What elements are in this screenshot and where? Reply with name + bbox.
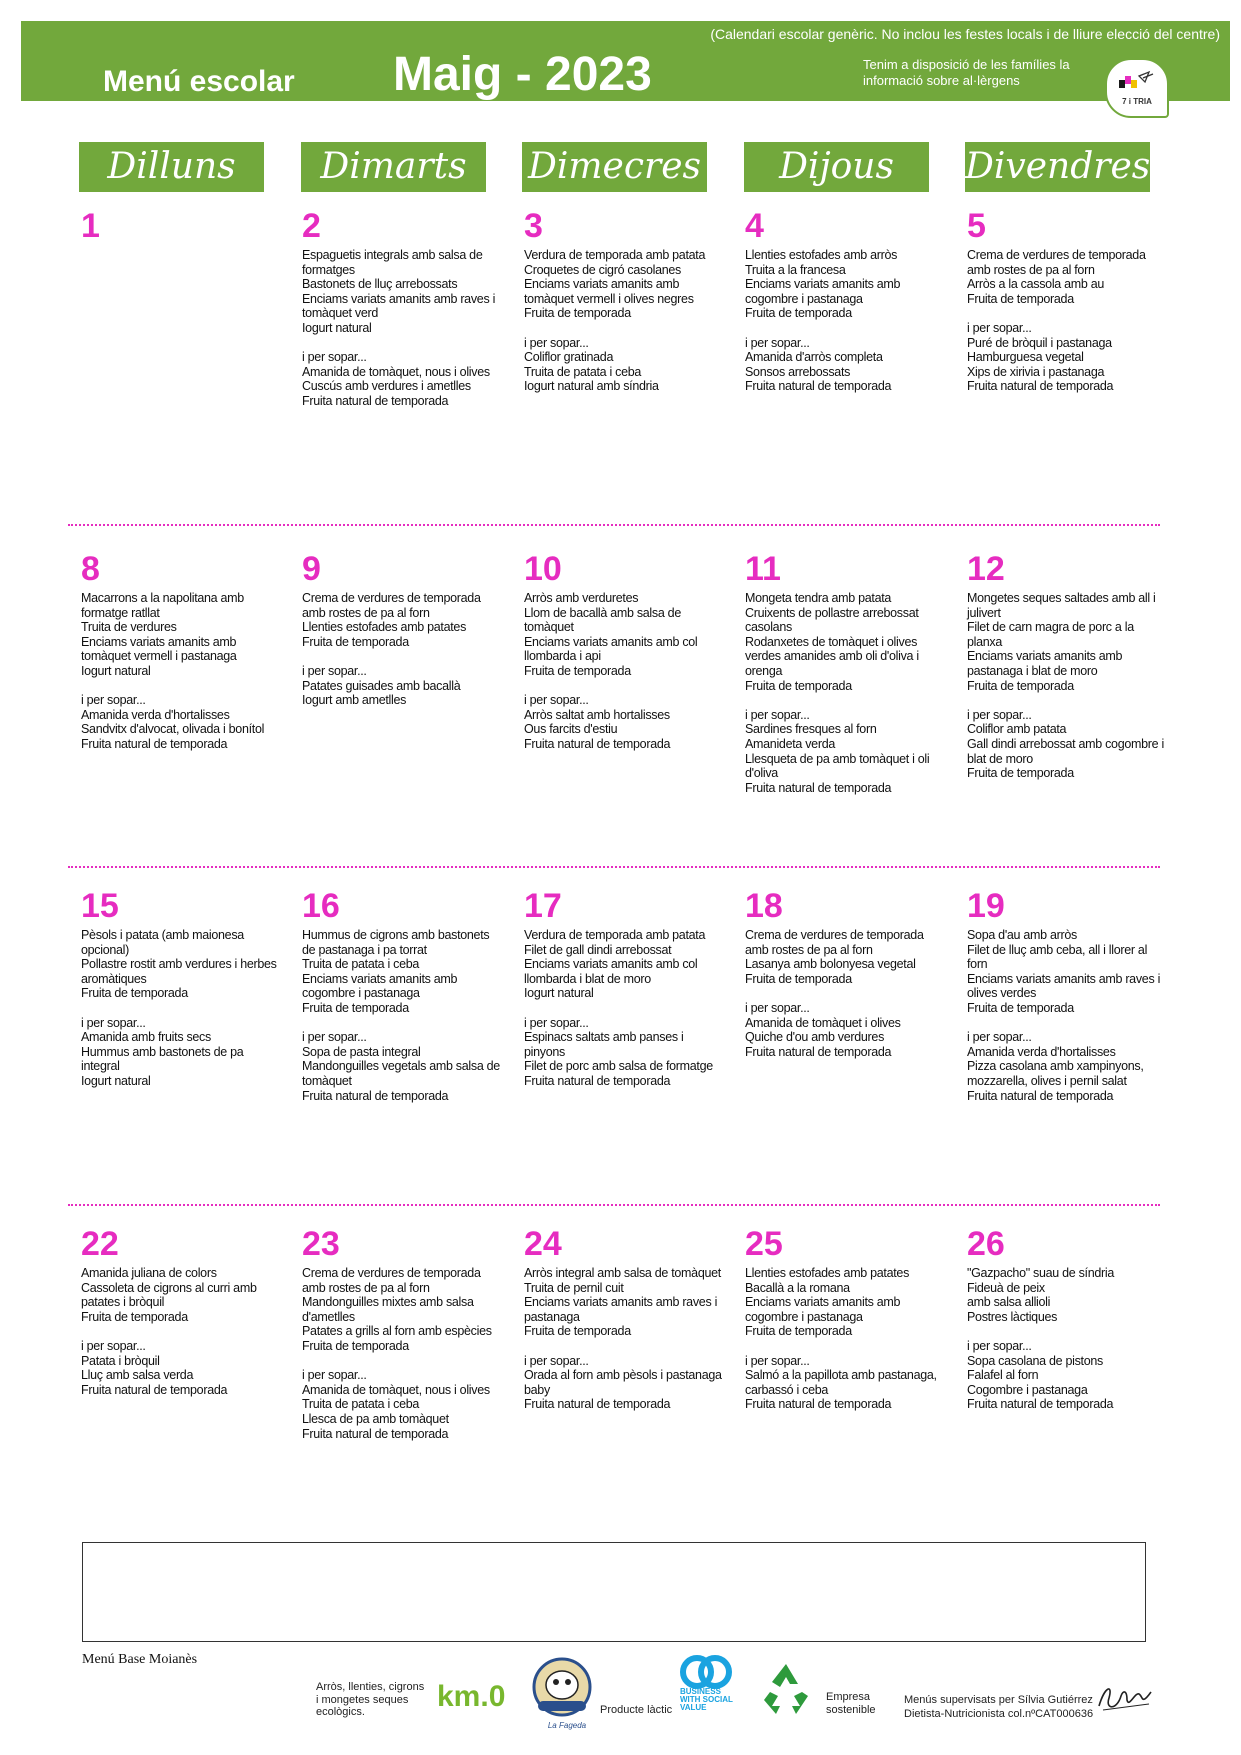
item-gap xyxy=(967,306,1167,321)
day-number: 5 xyxy=(967,207,986,245)
menu-item: Amanida juliana de colors xyxy=(81,1266,217,1280)
menu-item: Sopa d'au amb arròs xyxy=(967,928,1077,942)
menu-item: Orada al forn amb pèsols i pastanaga baby xyxy=(524,1368,722,1397)
item-gap xyxy=(745,1339,945,1354)
day-number: 2 xyxy=(302,207,321,245)
menu-item: Fruita natural de temporada xyxy=(302,1426,449,1441)
menu-item: Hamburguesa vegetal xyxy=(967,350,1084,365)
menu-item: Cogombre i pastanaga xyxy=(967,1382,1088,1397)
menu-item: Macarrons a la napolitana amb formatge ratllat xyxy=(81,591,244,620)
menu-item: Fruita de temporada xyxy=(967,291,1074,306)
menu-item: Fruita de temporada xyxy=(81,986,188,1001)
menu-item: Xips de xirivia i pastanaga xyxy=(967,364,1105,379)
dinner-heading: i per sopar... xyxy=(745,1000,810,1015)
menu-item: Fruita natural de temporada xyxy=(745,780,892,795)
menu-item: Filet de lluç amb ceba, all i llorer al forn xyxy=(967,942,1148,972)
menu-item: Fruita de temporada xyxy=(524,663,631,678)
menu-item: Ous farcits d'estiu xyxy=(524,722,618,737)
menu-item: Truita de verdures xyxy=(81,620,177,635)
menu-item: Enciams variats amanits amb raves i tomàquet verd xyxy=(302,291,496,321)
dinner-heading: i per sopar... xyxy=(745,707,810,722)
menu-item: Coliflor gratinada xyxy=(524,350,614,365)
day-cell xyxy=(302,547,502,708)
dinner-heading: i per sopar... xyxy=(967,320,1032,335)
menu-title: Menú escolar xyxy=(103,65,295,98)
menu-item: Arròs a la cassola amb au xyxy=(967,277,1105,292)
menu-item: Patata i bròquil xyxy=(81,1353,160,1368)
day-cell xyxy=(302,1222,502,1441)
bwsv-label: BUSINESS WITH SOCIAL VALUE xyxy=(680,1687,733,1712)
menu-item: Truita a la francesa xyxy=(745,262,846,277)
day-number: 25 xyxy=(745,1225,783,1263)
day-number: 23 xyxy=(302,1225,340,1263)
day-cell xyxy=(81,204,281,248)
menu-item: Sopa de pasta integral xyxy=(302,1044,421,1059)
menu-item: Fruita natural de temporada xyxy=(524,1073,671,1088)
item-gap xyxy=(302,336,502,351)
day-cell xyxy=(524,884,724,1089)
menu-item: Verdura de temporada amb patata xyxy=(524,928,706,942)
menu-item: Sonsos arrebossats xyxy=(745,364,851,379)
day-cell xyxy=(524,547,724,752)
menu-item: Truita de patata i ceba xyxy=(524,364,642,379)
day-number: 26 xyxy=(967,1225,1005,1263)
menu-item: Filet de carn magra de porc a la planxa xyxy=(967,620,1134,649)
la-fageda-logo xyxy=(532,1657,592,1717)
signature xyxy=(1095,1680,1155,1714)
menu-item: Llenties estofades amb patates xyxy=(745,1266,910,1280)
menu-item: amb rostes de pa al forn xyxy=(302,1280,430,1295)
item-gap xyxy=(967,1016,1167,1031)
menu-item: Crema de verdures de temporada xyxy=(302,1266,481,1280)
menu-item: Truita de patata i ceba xyxy=(302,1397,420,1412)
day-number: 10 xyxy=(524,550,562,588)
menu-item: Iogurt natural xyxy=(302,320,372,335)
item-gap xyxy=(524,321,724,336)
menu-item: Amanida de tomàquet, nous i olives xyxy=(302,364,490,379)
menu-item: Bastonets de lluç arrebossats xyxy=(302,277,458,292)
day-cell xyxy=(745,204,945,394)
weekday-header-friday: Divendres xyxy=(965,142,1150,192)
dinner-heading: i per sopar... xyxy=(302,1030,367,1045)
menu-item: Fruita de temporada xyxy=(745,306,852,321)
item-gap xyxy=(524,1339,724,1354)
menu-item: Truita de pernil cuit xyxy=(524,1280,624,1295)
recycle-icon xyxy=(758,1660,814,1716)
dinner-heading: i per sopar... xyxy=(967,707,1032,722)
menu-item: Fruita natural de temporada xyxy=(967,1088,1114,1103)
allergen-note: Tenim a disposició de les famílies la informació sobre al·lèrgens xyxy=(863,57,1070,88)
menu-item: Mongeta tendra amb patata xyxy=(745,591,892,605)
menu-item: Enciams variats amanits amb col llombarda i blat de moro xyxy=(524,957,698,986)
day-cell xyxy=(81,884,281,1089)
menu-item: Truita de patata i ceba xyxy=(302,957,420,972)
day-cell xyxy=(302,204,502,409)
weekday-header-tuesday: Dimarts xyxy=(301,142,486,192)
menu-item: amb rostes de pa al forn xyxy=(745,942,873,957)
item-gap xyxy=(81,679,281,694)
menu-item: Fruita de temporada xyxy=(524,1324,631,1339)
week-separator xyxy=(68,524,1160,526)
dinner-heading: i per sopar... xyxy=(524,335,589,350)
menu-item: Amanida amb fruits secs xyxy=(81,1030,211,1045)
menu-item: Enciams variats amanits amb raves i olives verdes xyxy=(967,971,1161,1001)
menu-item: Fruita de temporada xyxy=(302,634,409,649)
menu-item: Lasanya amb bolonyesa vegetal xyxy=(745,957,916,972)
item-gap xyxy=(524,1001,724,1016)
dinner-heading: i per sopar... xyxy=(524,1353,589,1368)
menu-item: Llesqueta de pa amb tomàquet i oli d'oliva xyxy=(745,751,930,781)
day-number: 18 xyxy=(745,887,783,925)
menu-item: Sopa casolana de pistons xyxy=(967,1353,1103,1368)
menu-item: Arròs integral amb salsa de tomàquet xyxy=(524,1266,721,1280)
menu-item: Fruita natural de temporada xyxy=(81,1382,228,1397)
menu-item: Fruita natural de temporada xyxy=(967,1397,1114,1412)
menu-item: amb rostes de pa al forn xyxy=(302,605,430,620)
menu-item: Filet de gall dindi arrebossat xyxy=(524,942,672,957)
menu-item: Verdura de temporada amb patata xyxy=(524,248,706,262)
day-number: 1 xyxy=(81,207,100,245)
sustainable-label: Empresa sostenible xyxy=(826,1691,876,1716)
menu-item: Fruita de temporada xyxy=(302,1338,409,1353)
item-gap xyxy=(302,1354,502,1369)
menu-item: Enciams variats amanits amb tomàquet vermell i pastanaga xyxy=(81,634,237,664)
dinner-heading: i per sopar... xyxy=(81,693,146,708)
menu-item: Fruita de temporada xyxy=(81,1309,188,1324)
day-cell xyxy=(81,547,281,752)
menu-item: Crema de verdures de temporada xyxy=(745,928,924,942)
menu-item: Enciams variats amanits amb raves i pastanaga xyxy=(524,1295,718,1324)
dinner-heading: i per sopar... xyxy=(81,1015,146,1030)
menu-item: Enciams variats amanits amb col llombarda i api xyxy=(524,634,698,664)
menu-item: Sandvitx d'alvocat, olivada i bonítol xyxy=(81,722,265,737)
day-cell xyxy=(967,884,1167,1103)
menu-item: Fruita natural de temporada xyxy=(745,1044,892,1059)
menu-item: Enciams variats amanits amb tomàquet vermell i olives negres xyxy=(524,277,694,306)
dinner-heading: i per sopar... xyxy=(745,1353,810,1368)
menu-item: Amanida de tomàquet i olives xyxy=(745,1015,901,1030)
menu-item: Gall dindi arrebossat amb cogombre i blat de moro xyxy=(967,736,1164,766)
menu-item: Llenties estofades amb patates xyxy=(302,620,467,635)
menu-item: Espinacs saltats amb panses i pinyons xyxy=(524,1030,684,1059)
day-cell xyxy=(967,547,1167,781)
dinner-heading: i per sopar... xyxy=(967,1338,1032,1353)
day-number: 9 xyxy=(302,550,321,588)
menu-item: Iogurt amb ametlles xyxy=(302,693,407,708)
menu-item: Hummus amb bastonets de pa integral xyxy=(81,1044,244,1074)
day-number: 22 xyxy=(81,1225,119,1263)
menu-item: Llesca de pa amb tomàquet xyxy=(302,1411,449,1426)
menu-item: Hummus de cigrons amb bastonets de pastanaga i pa torrat xyxy=(302,928,490,957)
item-gap xyxy=(967,693,1167,708)
km0-logo: km.0 xyxy=(437,1680,506,1713)
day-cell xyxy=(524,204,724,394)
dairy-label: Producte làctic xyxy=(600,1704,673,1716)
menu-item: Filet de porc amb salsa de formatge xyxy=(524,1059,713,1074)
menu-item: Fruita de temporada xyxy=(967,678,1074,693)
menu-item: Fruita natural de temporada xyxy=(524,736,671,751)
menu-item: "Gazpacho" suau de síndria xyxy=(967,1266,1115,1280)
dinner-heading: i per sopar... xyxy=(302,663,367,678)
farm-name: La Fageda xyxy=(547,1721,587,1730)
menu-item: Bacallà a la romana xyxy=(745,1280,850,1295)
menu-item: Mongetes seques saltades amb all i julivert xyxy=(967,591,1156,620)
day-number: 19 xyxy=(967,887,1005,925)
menu-item: Fruita de temporada xyxy=(302,1000,409,1015)
menu-item: Iogurt natural amb síndria xyxy=(524,379,659,394)
menu-item: Fruita natural de temporada xyxy=(967,379,1114,394)
day-cell xyxy=(745,547,945,795)
item-gap xyxy=(967,1324,1167,1339)
month-title: Maig - 2023 xyxy=(393,48,652,101)
menu-item: Fruita de temporada xyxy=(524,306,631,321)
menu-item: Patates guisades amb bacallà xyxy=(302,678,461,693)
dinner-heading: i per sopar... xyxy=(302,1368,367,1383)
menu-item: Fruita de temporada xyxy=(745,1324,852,1339)
menu-item: Enciams variats amanits amb cogombre i pastanaga xyxy=(745,1295,901,1324)
menu-item: Pizza casolana amb xampinyons, mozzarella, olives i pernil salat xyxy=(967,1059,1144,1088)
menu-item: Fruita de temporada xyxy=(967,1000,1074,1015)
menu-item: Mandonguilles mixtes amb salsa d'ametlles xyxy=(302,1295,474,1324)
menu-item: Lluç amb salsa verda xyxy=(81,1368,194,1383)
menu-item: Amanida verda d'hortalisses xyxy=(81,707,230,722)
menu-item: Cuscús amb verdures i ametlles xyxy=(302,379,471,394)
menu-item: amb rostes de pa al forn xyxy=(967,262,1095,277)
item-gap xyxy=(81,1324,281,1339)
menu-item: Fruita natural de temporada xyxy=(302,1088,449,1103)
week-separator xyxy=(68,1204,1160,1206)
item-gap xyxy=(745,321,945,336)
day-cell xyxy=(302,884,502,1103)
day-cell xyxy=(745,1222,945,1412)
menu-item: Arròs saltat amb hortalisses xyxy=(524,707,670,722)
menu-item: Arròs amb verduretes xyxy=(524,591,639,605)
menu-item: Cassoleta de cigrons al curri amb patates i bròquil xyxy=(81,1280,257,1310)
eco-note: Arròs, llenties, cigrons i mongetes seques ecològics. xyxy=(316,1681,425,1718)
item-gap xyxy=(302,1016,502,1031)
item-gap xyxy=(745,986,945,1001)
menu-item: Fruita de temporada xyxy=(745,678,852,693)
dinner-heading: i per sopar... xyxy=(745,335,810,350)
menu-item: Crema de verdures de temporada xyxy=(967,248,1146,262)
menu-item: Fruita de temporada xyxy=(745,971,852,986)
menu-item: Fruita natural de temporada xyxy=(302,393,449,408)
menu-item: Falafel al forn xyxy=(967,1368,1039,1383)
7itria-logo-label: 7 i TRIA xyxy=(1122,97,1152,106)
day-number: 4 xyxy=(745,207,764,245)
menu-item: Patates a grills al forn amb espècies xyxy=(302,1324,492,1339)
notes-box xyxy=(82,1542,1146,1642)
menu-item: Rodanxetes de tomàquet i olives verdes amanides amb oli d'oliva i orenga xyxy=(745,634,919,678)
menu-item: Coliflor amb patata xyxy=(967,722,1067,737)
item-gap xyxy=(745,693,945,708)
menu-item: Amanida verda d'hortalisses xyxy=(967,1044,1116,1059)
day-cell xyxy=(524,1222,724,1412)
menu-item: Fruita natural de temporada xyxy=(745,1397,892,1412)
menu-item: Sardines fresques al forn xyxy=(745,722,877,737)
menu-item: Amanideta verda xyxy=(745,736,836,751)
day-number: 3 xyxy=(524,207,543,245)
menu-item: Fruita de temporada xyxy=(967,766,1074,781)
menu-item: Iogurt natural xyxy=(81,663,151,678)
day-number: 17 xyxy=(524,887,562,925)
item-gap xyxy=(302,649,502,664)
day-cell xyxy=(745,884,945,1059)
menu-item: Pollastre rostit amb verdures i herbes aromàtiques xyxy=(81,957,277,986)
menu-item: Cruixents de pollastre arrebossat casolans xyxy=(745,605,919,635)
menu-item: Amanida d'arròs completa xyxy=(745,350,883,365)
menu-item: Fideuà de peix xyxy=(967,1280,1045,1295)
day-cell xyxy=(81,1222,281,1397)
menu-item: Enciams variats amanits amb cogombre i pastanaga xyxy=(745,277,901,306)
dietitian-label: Dietista-Nutricionista col.nºCAT000636 xyxy=(904,1708,1094,1720)
week-separator xyxy=(68,866,1160,868)
menu-item: Iogurt natural xyxy=(524,986,594,1001)
item-gap xyxy=(524,679,724,694)
menu-item: Pèsols i patata (amb maionesa opcional) xyxy=(81,928,244,957)
day-cell xyxy=(967,1222,1167,1412)
menu-item: Puré de bròquil i pastanaga xyxy=(967,335,1112,350)
menu-item: Fruita natural de temporada xyxy=(524,1397,671,1412)
menu-item: Espaguetis integrals amb salsa de formatges xyxy=(302,248,483,277)
7itria-logo xyxy=(1105,58,1169,118)
menu-item: Mandonguilles vegetals amb salsa de tomàquet xyxy=(302,1059,500,1088)
day-cell xyxy=(967,204,1167,394)
menu-item: Enciams variats amanits amb cogombre i pastanaga xyxy=(302,971,458,1001)
day-number: 11 xyxy=(745,550,781,588)
dinner-heading: i per sopar... xyxy=(524,693,589,708)
menu-item: Croquetes de cigró casolanes xyxy=(524,262,681,277)
menu-item: Enciams variats amanits amb pastanaga i blat de moro xyxy=(967,649,1123,678)
menu-item: Postres làctiques xyxy=(967,1309,1058,1324)
header-banner xyxy=(21,21,1230,101)
day-number: 15 xyxy=(81,887,119,925)
supervised-label: Menús supervisats per Sílvia Gutiérrez xyxy=(904,1694,1093,1706)
menu-item: Fruita natural de temporada xyxy=(81,736,228,751)
menu-item: Llenties estofades amb arròs xyxy=(745,248,898,262)
menu-item: Llom de bacallà amb salsa de tomàquet xyxy=(524,605,681,635)
dinner-heading: i per sopar... xyxy=(967,1030,1032,1045)
weekday-header-thursday: Dijous xyxy=(744,142,929,192)
menu-item: Crema de verdures de temporada xyxy=(302,591,481,605)
menu-item: Fruita natural de temporada xyxy=(745,379,892,394)
menu-item: amb salsa allioli xyxy=(967,1295,1051,1310)
day-number: 24 xyxy=(524,1225,562,1263)
weekday-header-wednesday: Dimecres xyxy=(522,142,707,192)
7itria-logo-icon xyxy=(1119,70,1155,92)
menu-item: Iogurt natural xyxy=(81,1073,151,1088)
calendar-note: (Calendari escolar genèric. No inclou les festes locals i de lliure elecció del centre) xyxy=(710,26,1220,42)
weekday-header-monday: Dilluns xyxy=(79,142,264,192)
dinner-heading: i per sopar... xyxy=(524,1015,589,1030)
dinner-heading: i per sopar... xyxy=(302,350,367,365)
dinner-heading: i per sopar... xyxy=(81,1338,146,1353)
day-number: 12 xyxy=(967,550,1005,588)
day-number: 16 xyxy=(302,887,340,925)
menu-item: Quiche d'ou amb verdures xyxy=(745,1030,885,1045)
menu-item: Amanida de tomàquet, nous i olives xyxy=(302,1382,490,1397)
menu-item: Salmó a la papillota amb pastanaga, carbassó i ceba xyxy=(745,1368,937,1397)
menu-base-label: Menú Base Moianès xyxy=(82,1652,198,1667)
day-number: 8 xyxy=(81,550,100,588)
item-gap xyxy=(81,1001,281,1016)
